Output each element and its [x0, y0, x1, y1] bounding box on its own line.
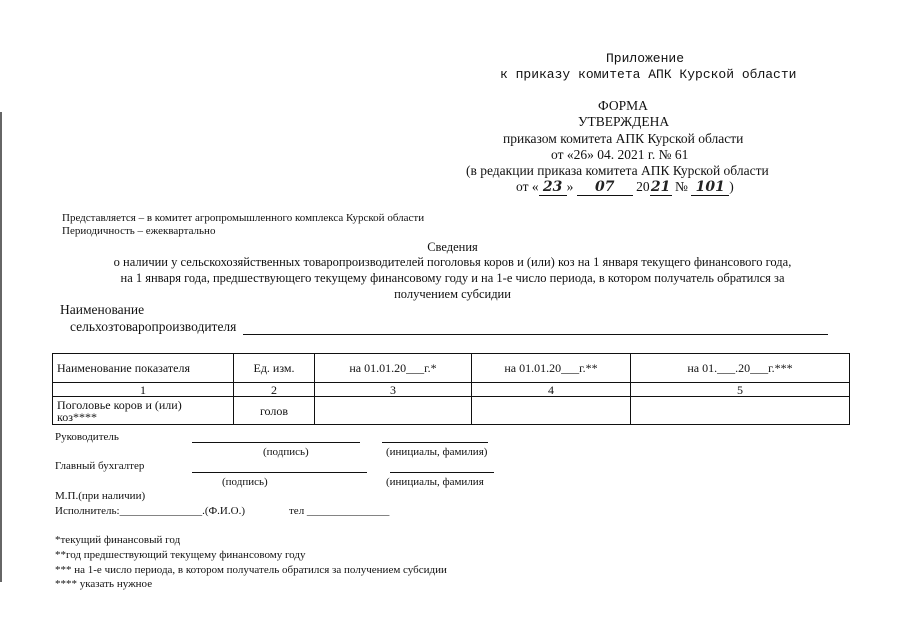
row-indicator-name: [53, 397, 234, 425]
document-title: Сведения: [427, 240, 478, 254]
table-row: [53, 397, 850, 425]
periodicity: Периодичность – ежеквартально: [62, 225, 216, 237]
header-col5: на 01.___.20___г.***: [631, 354, 850, 383]
scan-left-edge: [0, 112, 2, 582]
row-value-col3[interactable]: [315, 397, 472, 425]
row-unit: голов: [234, 397, 315, 425]
revision-month: 07: [577, 179, 633, 196]
footnote-2: **год предшествующий текущему финансовому году: [55, 549, 306, 561]
producer-label: Наименование: [60, 302, 145, 317]
approved-date: от «26» 04. 2021 г. № 61: [551, 147, 689, 162]
header-col4: на 01.01.20___г.**: [472, 354, 631, 383]
revision-suffix: ): [729, 179, 734, 194]
col-number-2: 2: [234, 383, 315, 397]
header-unit: Ед. изм.: [234, 354, 315, 383]
appendix-order: к приказу комитета АПК Курской области: [500, 67, 797, 82]
form-label: ФОРМА: [598, 98, 648, 113]
header-col3: на 01.01.20___г.*: [315, 354, 472, 383]
livestock-table: [52, 353, 850, 425]
approved-label: УТВЕРЖДЕНА: [578, 114, 670, 129]
col-number-1: 1: [53, 383, 234, 397]
stamp-label: М.П.(при наличии): [55, 490, 146, 502]
revision-no-label: №: [671, 179, 692, 194]
footnote-3: *** на 1-е число периода, в котором получатель обратился за получением субсидии: [55, 564, 447, 576]
chief-accountant-label: Главный бухгалтер: [55, 460, 145, 472]
accountant-initials-line[interactable]: [390, 472, 494, 473]
head-signature-line[interactable]: [192, 442, 360, 443]
revision-year: 21: [650, 179, 671, 195]
approved-by: приказом комитета АПК Курской области: [503, 131, 744, 146]
head-signature-caption: (подпись): [263, 446, 309, 458]
title-line-2: о наличии у сельскохозяйственных товаропроизводителей поголовья коров и (или) коз на 1 января текущего финансового года,: [113, 255, 792, 269]
revision-prefix: от «: [516, 179, 539, 194]
row-value-col5[interactable]: [631, 397, 850, 425]
appendix-title: Приложение: [606, 51, 685, 66]
col-number-4: 4: [472, 383, 631, 397]
revision-year-prefix: 20: [632, 179, 650, 194]
accountant-signature-line[interactable]: [192, 472, 367, 473]
revision-note: (в редакции приказа комитета АПК Курской области: [466, 163, 769, 178]
header-indicator: Наименование показателя: [53, 354, 234, 383]
phone-label: тел _______________: [289, 505, 390, 517]
col-number-3: 3: [315, 383, 472, 397]
producer-name-field[interactable]: [243, 318, 828, 335]
executor-label: Исполнитель:_______________.(Ф.И.О.): [55, 505, 245, 517]
footnote-1: *текущий финансовый год: [55, 534, 181, 546]
revision-mid: »: [566, 179, 577, 194]
footnote-4: **** указать нужное: [55, 578, 153, 590]
title-line-3: на 1 января года, предшествующего текущему финансовому году и на 1-е число периода, в котором получатель обратился за: [120, 271, 785, 285]
producer-label-2: сельхозтоваропроизводителя: [70, 319, 237, 334]
table-header-row: [53, 354, 850, 383]
row-indicator-line2: коз****: [57, 409, 97, 424]
title-line-4: получением субсидии: [394, 287, 511, 301]
head-label: Руководитель: [55, 431, 119, 443]
accountant-signature-caption: (подпись): [222, 476, 268, 488]
row-value-col4[interactable]: [472, 397, 631, 425]
accountant-initials-caption: (инициалы, фамилия: [386, 476, 484, 488]
revision-day: 23: [539, 179, 567, 196]
col-number-5: 5: [631, 383, 850, 397]
table-number-row: [53, 383, 850, 397]
revision-date: [516, 179, 734, 196]
head-initials-line[interactable]: [382, 442, 488, 443]
row-indicator-line1: Поголовье коров и (или): [57, 397, 182, 412]
submitted-to: Представляется – в комитет агропромышленного комплекса Курской области: [62, 212, 425, 224]
revision-number: 101: [691, 179, 729, 196]
head-initials-caption: (инициалы, фамилия): [386, 446, 488, 458]
